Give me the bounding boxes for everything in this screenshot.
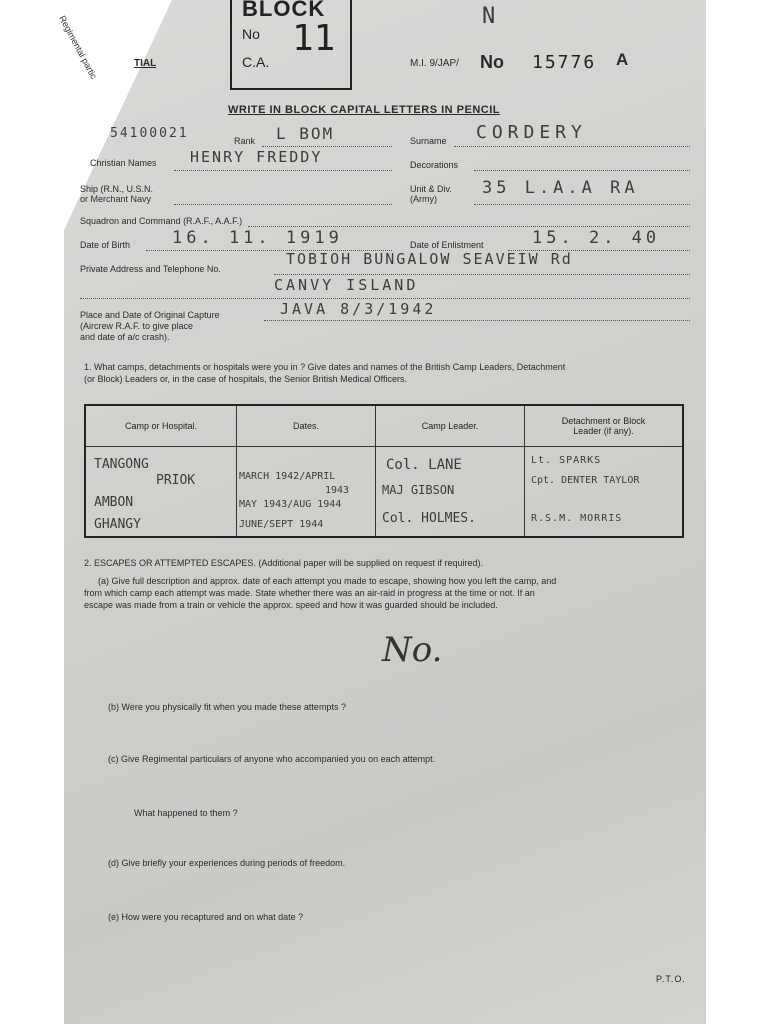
header-camp: Camp or Hospital. [85,405,237,447]
squadron-line [248,226,690,227]
capture-line [264,320,690,321]
leader-2: MAJ GIBSON [382,483,455,497]
christian-names-label: Christian Names [90,158,157,168]
surname-value: CORDERY [476,122,587,143]
leader-1: Col. LANE [386,457,462,473]
detachment-cell [525,447,684,538]
ship-label-1: Ship (R.N., U.S.N. [80,184,154,194]
squadron-label: Squadron and Command (R.A.F., A.A.F.) [80,216,243,226]
camp-4: GHANGY [94,517,141,532]
q2-heading: 2. ESCAPES OR ATTEMPTED ESCAPES. (Additional paper will be supplied on request if required). [84,558,484,568]
ship-line [174,204,392,205]
enlistment-value: 15. 2. 40 [532,228,661,248]
table-row [85,447,683,538]
rank-label: Rank [234,136,256,146]
q2-c-followup: What happened to them ? [134,808,238,818]
unit-label-2: (Army) [410,194,437,204]
leader-cell [376,447,525,538]
christian-names-value: HENRY FREDDY [190,148,323,166]
date-3: MAY 1943/AUG 1944 [239,499,342,510]
q2-a-text-2: from which camp each attempt was made. State whether there was an air-raid in progress at the time or not. If an [84,588,535,598]
detachment-2: Cpt. DENTER TAYLOR [531,475,640,486]
block-no-label: No [242,26,260,42]
dates-cell [237,447,376,538]
header-detachment-line-2: Leader (if any). [573,426,634,436]
q2-c-text: (c) Give Regimental particulars of anyone who accompanied you on each attempt. [108,754,436,764]
ref-no-label: No [480,52,504,72]
ref-number: 15776 [532,52,597,73]
camp-3: AMBON [94,495,134,510]
surname-label: Surname [410,136,447,146]
block-number: 11 [292,18,336,59]
fold-text: Regimental partic [57,14,99,81]
pto-label: P.T.O. [656,974,686,984]
unit-line [474,204,690,205]
ref-code: M.I. 9/JAP/ [410,58,459,69]
detachment-3: R.S.M. MORRIS [531,513,623,524]
address-line-2 [80,298,690,299]
confidential-label: TIAL [134,58,157,69]
camp-cell [85,447,237,538]
dob-value: 16. 11. 1919 [172,228,343,248]
christian-names-line [174,170,392,171]
dob-label: Date of Birth [80,240,131,250]
q2-b-text: (b) Were you physically fit when you made these attempts ? [108,702,346,712]
ship-label-2: or Merchant Navy [80,194,152,204]
header-dates: Dates. [237,405,376,447]
capture-label-2: (Aircrew R.A.F. to give place [80,321,194,331]
date-2: 1943 [325,485,350,496]
ref-suffix: A [616,50,629,69]
rank-value: L BOM [276,124,335,143]
q2-a-text-1: (a) Give full description and approx. date of each attempt you made to escape, showing how you left the camp, and [98,576,557,586]
q1-text-1: 1. What camps, detachments or hospitals were you in ? Give dates and names of the British Camp Leaders, Detachment [84,362,566,372]
escape-answer: No. [382,630,443,670]
leader-3: Col. HOLMES. [382,511,476,526]
date-4: JUNE/SEPT 1944 [239,519,324,530]
header-camp-leader: Camp Leader. [376,405,525,447]
rank-line [262,146,392,147]
camp-1: TANGONG [94,457,149,472]
header-detachment [525,405,684,447]
camps-table [84,404,684,538]
enlistment-label: Date of Enlistment [410,240,484,250]
address-line-1 [274,274,690,275]
decorations-line [474,170,690,171]
top-mark: N [482,4,498,29]
table-header-row [85,405,683,447]
address-label: Private Address and Telephone No. [80,264,221,274]
address-value-1: TOBIOH BUNGALOW SEAVEIW Rd [286,250,573,268]
unit-value: 35 L.A.A RA [482,178,639,198]
form-page [57,0,706,1024]
q2-d-text: (d) Give briefly your experiences during periods of freedom. [108,858,346,868]
date-1: MARCH 1942/APRIL [239,471,336,482]
capture-label-1: Place and Date of Original Capture [80,310,220,320]
q2-e-text: (e) How were you recaptured and on what date ? [108,912,304,922]
address-value-2: CANVY ISLAND [274,276,419,294]
header-detachment-line-1: Detachment or Block [561,416,646,426]
block-stamp-box [230,0,352,90]
camp-2: PRIOK [156,473,196,488]
form-heading: WRITE IN BLOCK CAPITAL LETTERS IN PENCIL [228,104,500,116]
decorations-label: Decorations [410,160,459,170]
unit-label-1: Unit & Div. [410,184,452,194]
army-number-value: 54100021 [110,126,189,141]
q1-text-2: (or Block) Leaders or, in the case of hospitals, the Senior British Medical Officers. [84,374,407,384]
block-ca-label: C.A. [242,54,270,70]
surname-line [454,146,690,147]
q2-a-text-3: escape was made from a train or vehicle the approx. speed and how it was guarded should be included. [84,600,498,610]
capture-label-3: and date of a/c crash). [80,332,170,342]
detachment-1: Lt. SPARKS [531,455,602,466]
capture-value: JAVA 8/3/1942 [280,300,437,318]
block-title: BLOCK [242,0,326,21]
